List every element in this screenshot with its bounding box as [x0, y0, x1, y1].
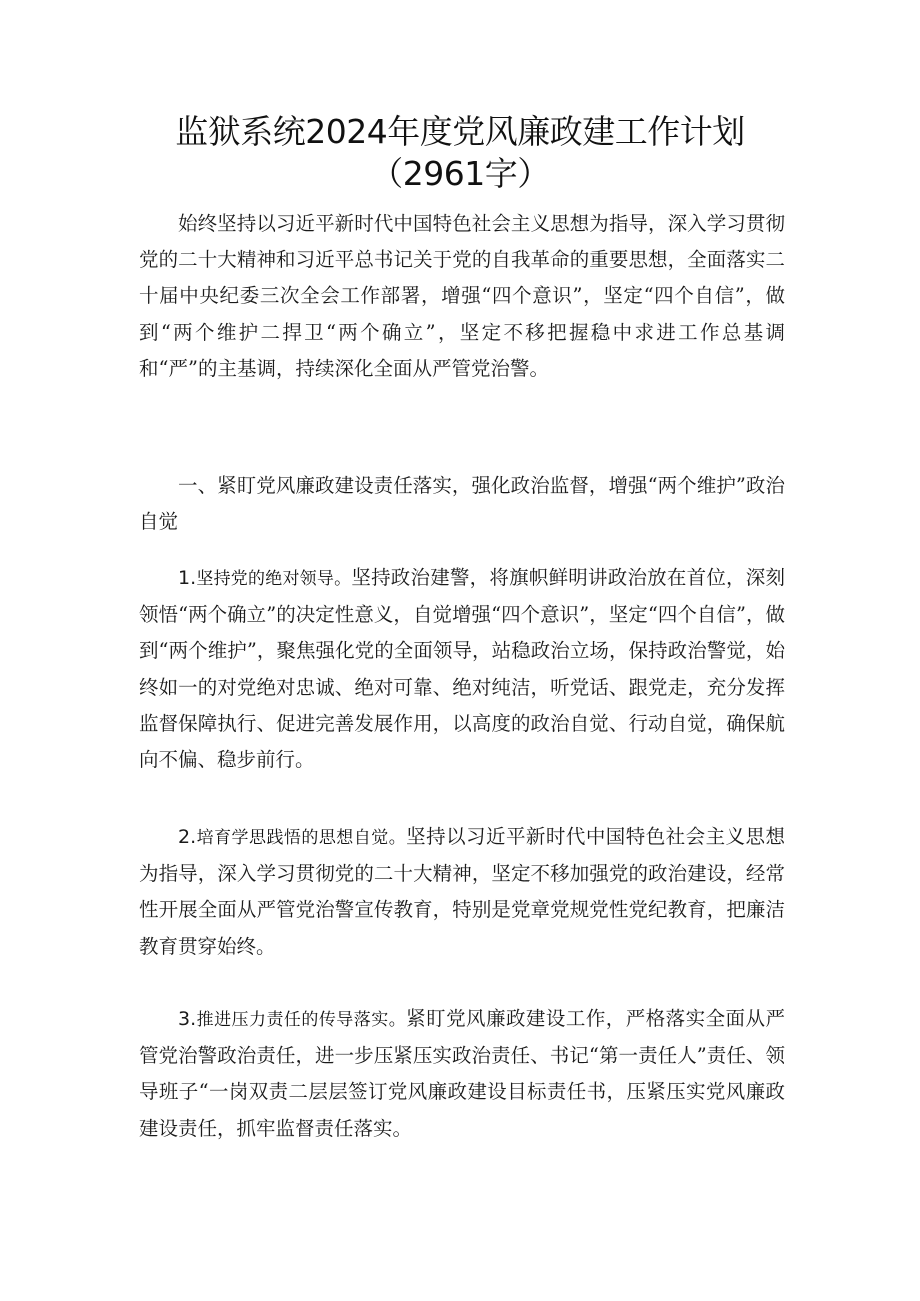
document-subtitle: （2961字） [370, 154, 550, 193]
intro-paragraph: 始终坚持以习近平新时代中国特色社会主义思想为指导，深入学习贯彻党的二十大精神和习近平总书记关于党的自我革命的重要思想，全面落实二十届中央纪委三次全会工作部署，增强“四个意识”，坚定“四个自信”，做到“两个维护二捍卫“两个确立”，坚定不移把握稳中求进工作总基调和“严”的主基调，持续深化全面从严管党治警。 [139, 212, 785, 380]
item-number: 1. [178, 567, 197, 589]
list-item [139, 1001, 785, 1147]
item-lead: 坚持党的绝对领导。 [196, 569, 352, 589]
item-number: 2. [178, 826, 197, 848]
section-heading: 一、紧盯党风廉政建设责任落实，强化政治监督，增强“两个维护”政治自觉 [139, 474, 785, 534]
item-text: 坚持以习近平新时代中国特色社会主义思想为指导，深入学习贯彻党的二十大精神，坚定不移加强党的政治建设，经常性开展全面从严管党治警宣传教育，特别是党章党规党性党纪教育，把廉洁教育贯穿始终。 [139, 825, 785, 958]
item-lead: 推进压力责任的传导落实。 [196, 1010, 407, 1030]
item-number: 3. [178, 1008, 197, 1030]
list-item [139, 819, 785, 965]
item-lead: 培育学思践悟的思想自觉。 [196, 828, 407, 848]
item-text: 紧盯党风廉政建设工作，严格落实全面从严管党治警政治责任，进一步压紧压实政治责任、书记“第一责任人”责任、领导班子“一岗双责二层层签订党风廉政建设目标责任书，压紧压实党风廉政建设责任，抓牢监督责任落实。 [139, 1007, 785, 1140]
list-item [139, 560, 785, 778]
item-text: 坚持政治建警，将旗帜鲜明讲政治放在首位，深刻领悟“两个确立”的决定性意义，自觉增强“四个意识”，坚定“四个自信”，做到“两个维护”，聚焦强化党的全面领导，站稳政治立场，保持政治警觉，始终如一的对党绝对忠诚、绝对可靠、绝对纯洁，听党话、跟党走，充分发挥监督保障执行、促进完善发展作用，以高度的政治自觉、行动自觉，确保航向不偏、稳步前行。 [139, 566, 785, 772]
document-title: 监狱系统2024年度党风廉政建工作计划 [175, 112, 745, 151]
